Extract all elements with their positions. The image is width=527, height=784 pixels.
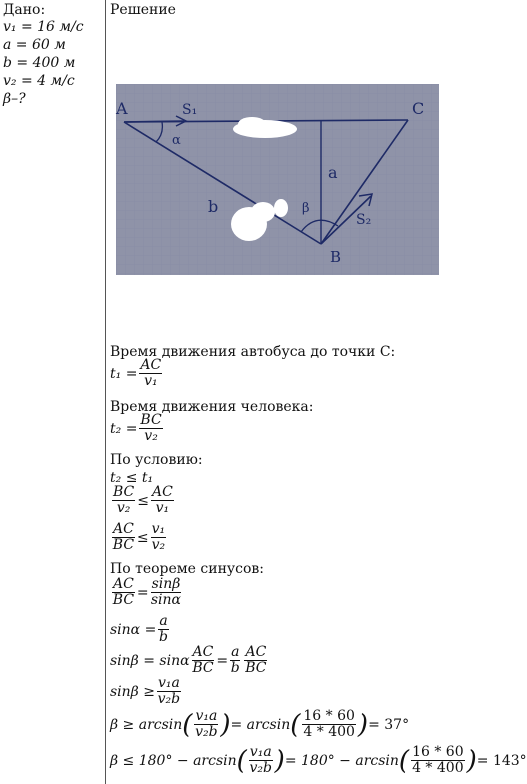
result-37: = 37° [368,716,410,733]
sinb-frac1-num: AC [192,644,214,660]
beta-le-formula [110,745,527,776]
sina-frac [158,614,168,645]
sinb-frac3 [244,645,267,676]
paren-open-1: ( [182,709,193,740]
sines-left-den: BC [112,592,135,608]
condition-text: По условию: [110,452,203,468]
sinb-ge-frac [157,676,181,707]
sines-text: По теореме синусов: [110,561,265,577]
label-S2: S₂ [356,212,372,228]
column-divider [105,0,106,784]
ineq1-right [151,485,174,516]
sinb-formula [110,645,269,676]
sinb-ge-lhs: sinβ ≥ [110,683,155,700]
ineq2-right-den: v₂ [151,537,166,553]
label-a: a [328,163,338,182]
label-b: b [208,197,219,216]
ineq2-left [112,522,135,553]
beta-ge-frac2-num: 16 * 60 [303,708,355,724]
t1-den: v₁ [144,373,158,389]
sines-left [112,577,135,608]
given-v1: v₁ = 16 м/с [3,19,84,35]
beta-le-frac2 [411,745,465,776]
sines-right [151,577,182,608]
ineq-fractions-2 [110,522,168,553]
eq-arcsin-1: = arcsin [230,716,291,733]
le-sign-1: ≤ [137,492,149,509]
sinb-frac1-den: BC [192,660,214,676]
ineq-fractions-1 [110,485,176,516]
le-sign-2: ≤ [136,529,149,546]
ineq2-right-num: v₁ [151,521,166,537]
label-S1: S₁ [182,102,198,118]
sinb-frac2-num: a [231,644,240,660]
ineq1-right-num: AC [152,484,173,500]
sinb-ge-num: v₁a [157,675,180,691]
sines-right-num: sinβ [151,576,181,592]
beta-le-frac2-num: 16 * 60 [412,744,464,760]
sina-den: b [159,629,168,645]
eq-sign-2: = [216,652,229,669]
paren-close-3: ) [274,745,285,776]
ineq2-left-num: AC [113,521,134,537]
sinb-frac1 [192,645,215,676]
sinb-frac3-num: AC [245,644,267,660]
ineq1-left-den: v₂ [116,500,131,516]
beta-ge-frac1-num: v₁a [195,708,218,724]
beta-ge-frac1 [194,709,218,740]
t1-lhs: t₁ = [110,365,138,382]
sina-num: a [159,613,168,629]
t2-formula [110,413,165,444]
result-143: = 143° [476,752,527,769]
beta-le-lhs: β ≤ 180° − arcsin [110,752,237,769]
given-v2: v₂ = 4 м/с [3,73,75,89]
beta-ge-frac1-den: v₂b [195,724,218,740]
given-a: a = 60 м [3,37,66,53]
beta-le-frac1 [249,745,273,776]
sines-ratio [110,577,183,608]
sinb-ge-den: v₂b [157,691,181,707]
t1-num: AC [140,357,162,373]
label-beta: β [302,201,310,216]
given-b: b = 400 м [3,55,76,71]
paren-open-2: ( [290,709,301,740]
ineq2-right [151,522,167,553]
beta-ge-lhs: β ≥ arcsin [110,716,183,733]
ineq2-left-den: BC [112,537,135,553]
label-A: A [116,99,128,118]
t1-formula [110,358,164,389]
beta-ge-formula [110,709,409,740]
beta-ge-frac2-den: 4 * 400 [303,724,355,740]
label-alpha: α [172,133,181,148]
ineq-t-text: t₂ ≤ t₁ [110,470,154,486]
given-title: Дано: [3,2,46,18]
sines-label [110,561,264,577]
given-beta: β–? [3,91,26,107]
bus-time-text: Время движения автобуса до точки С: [110,344,396,360]
sina-lhs: sinα = [110,621,157,638]
paren-close-4: ) [466,745,477,776]
sinb-frac2 [230,645,240,676]
paren-close-1: ) [220,709,231,740]
paren-close-2: ) [357,709,369,740]
ineq1-right-den: v₁ [155,500,170,516]
paren-open-4: ( [398,745,410,776]
sines-left-num: AC [113,576,134,592]
sinb-frac2-den: b [230,660,240,676]
label-C: C [412,99,425,118]
beta-le-frac1-den: v₂b [249,760,272,776]
sinb-frac3-den: BC [245,660,267,676]
sketch-photo [116,84,439,275]
sinb-ineq [110,676,183,707]
beta-le-frac2-den: 4 * 400 [412,760,464,776]
t2-den: v₂ [144,428,158,444]
person-time-text: Время движения человека: [110,399,314,415]
eq-180-arcsin: = 180° − arcsin [284,752,399,769]
label-B: B [330,248,342,266]
sines-right-den: sinα [150,592,182,608]
sinb-lhs: sinβ = sinα [110,652,190,669]
condition-label [110,452,203,468]
ineq1-left-num: BC [113,484,135,500]
beta-le-frac1-num: v₁a [249,744,272,760]
beta-ge-frac2 [302,709,356,740]
eq-sign-1: = [136,584,149,601]
t1-frac [139,358,162,389]
solution-title: Решение [110,2,176,18]
t2-lhs: t₂ = [110,420,138,437]
t2-num: BC [140,412,162,428]
ineq1-left [112,485,135,516]
sina-formula [110,614,171,645]
paren-open-3: ( [236,745,247,776]
t2-frac [139,413,162,444]
